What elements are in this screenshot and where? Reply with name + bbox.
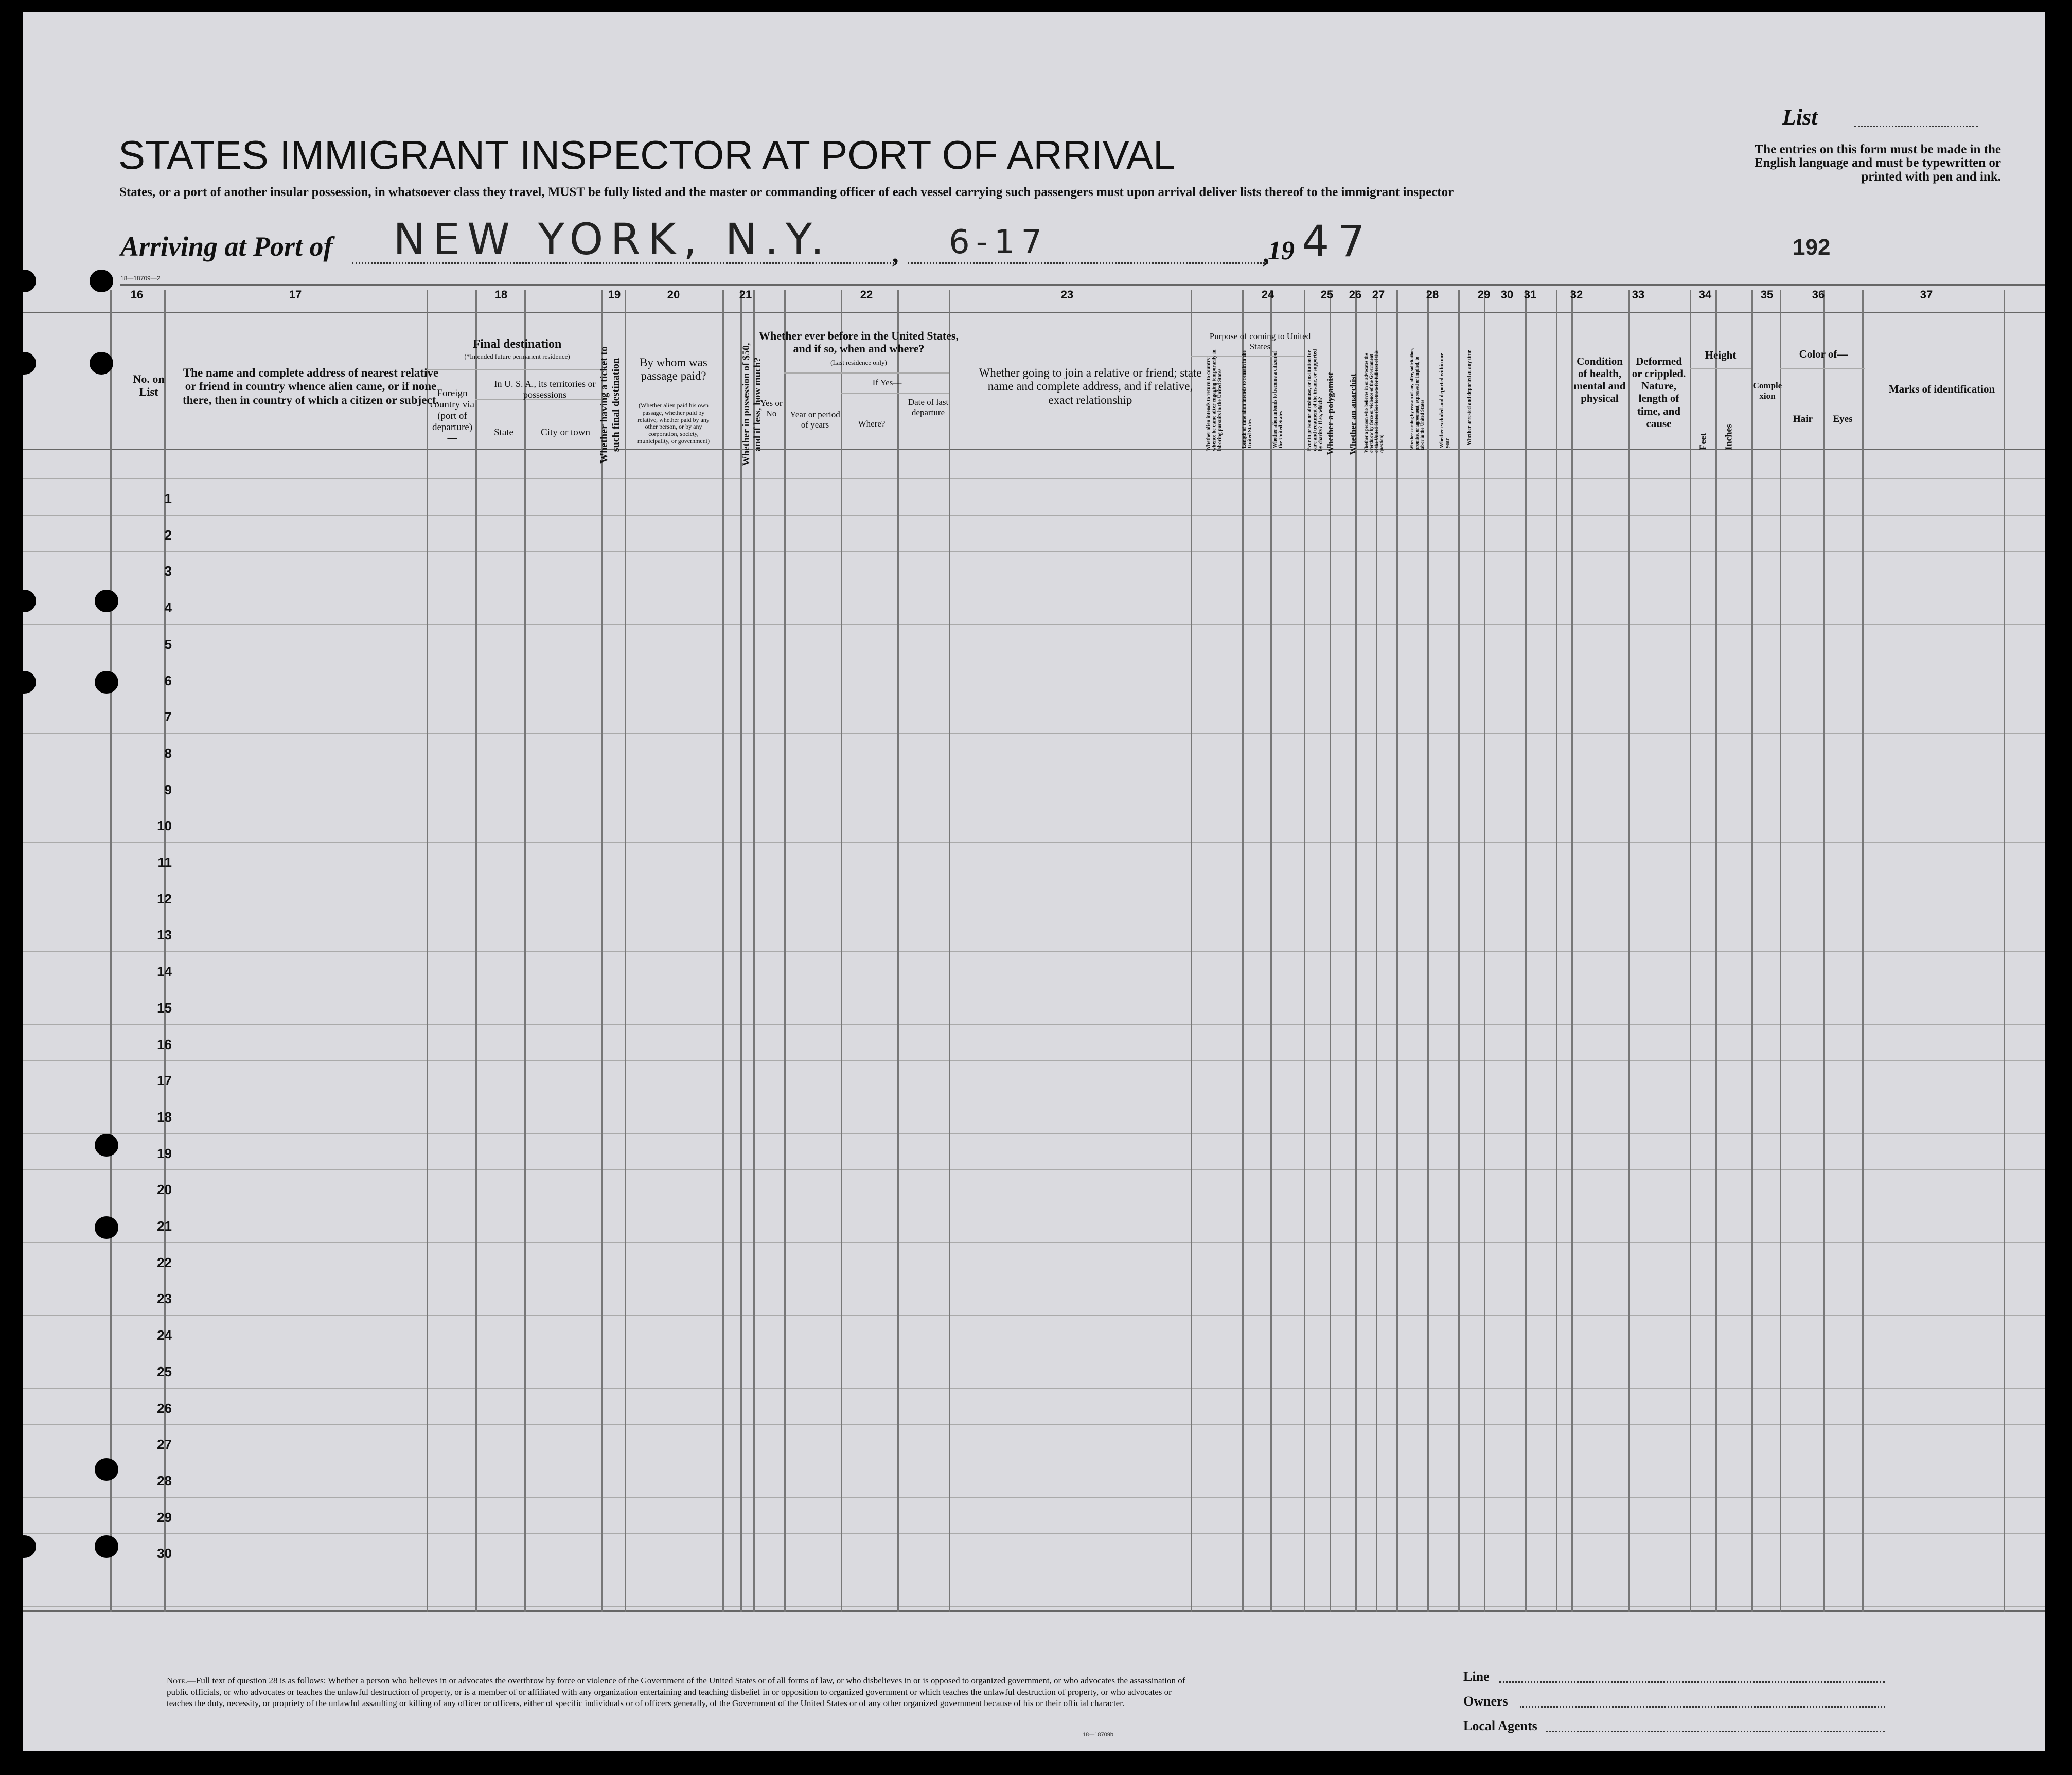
port-of-arrival-value[interactable]: NEW YORK, N.Y.	[393, 214, 831, 264]
header-excluded: Whether excluded and deported within one year	[1439, 353, 1450, 448]
row-number: 30	[157, 1546, 172, 1561]
row-number: 14	[157, 964, 172, 979]
column-rule	[524, 290, 526, 1612]
row-number: 2	[164, 527, 172, 543]
row-number: 22	[157, 1255, 172, 1270]
column-number: 24	[1261, 288, 1274, 301]
column-number: 29	[1477, 288, 1491, 301]
column-number: 32	[1570, 288, 1583, 301]
column-rule	[475, 290, 477, 1612]
row-number: 16	[157, 1037, 172, 1052]
row-number: 15	[157, 1000, 172, 1016]
row-number: 25	[157, 1364, 172, 1379]
punch-hole	[95, 671, 118, 694]
arriving-label: Arriving at Port of	[120, 231, 333, 262]
row-rule	[23, 515, 2045, 516]
header-eyes: Eyes	[1833, 414, 1853, 424]
subrule-color	[1780, 368, 1865, 369]
row-number: 26	[157, 1400, 172, 1416]
row-number: 5	[164, 636, 172, 652]
header-labor-offer: Whether coming by reason of any offer, solicitation, promise, or agreement, expressed or implied, to labor in the United States	[1409, 348, 1425, 450]
column-rule	[1823, 290, 1825, 1612]
column-rule	[601, 290, 603, 1612]
column-number: 20	[667, 288, 680, 301]
rule-table-bottom	[23, 1610, 2045, 1612]
row-rule	[23, 1315, 2045, 1316]
column-rule	[841, 290, 842, 1612]
column-number: 21	[739, 288, 752, 301]
column-rule	[1751, 290, 1753, 1612]
row-number: 29	[157, 1510, 172, 1525]
row-number: 13	[157, 927, 172, 943]
row-number: 12	[157, 891, 172, 907]
column-rule	[1484, 290, 1485, 1612]
header-join-relative: Whether going to join a relative or friend; state name and complete address, and if relative, exact relationship	[979, 366, 1202, 406]
column-rule	[1355, 290, 1357, 1612]
column-number: 25	[1320, 288, 1334, 301]
header-passage-paid: By whom was passage paid?	[640, 356, 707, 383]
header-final-destination-sub: (*Intended future permanent residence)	[464, 352, 570, 360]
header-purpose: Purpose of coming to United States	[1209, 331, 1311, 351]
header-yes-or-no: Yes or No	[760, 398, 783, 418]
header-years: Year or period of years	[790, 410, 840, 430]
header-anarchist: Whether an anarchist	[1348, 373, 1358, 455]
column-number: 18	[494, 288, 508, 301]
year-handwritten-value[interactable]: 47	[1302, 216, 1373, 267]
row-rule	[23, 1533, 2045, 1534]
row-number: 20	[157, 1182, 172, 1197]
column-rule	[753, 290, 755, 1612]
subrule-ever	[784, 372, 949, 374]
column-rule	[1556, 290, 1557, 1612]
column-rule	[625, 290, 626, 1612]
column-number: 31	[1524, 288, 1537, 301]
row-number: 9	[164, 782, 172, 797]
column-number: 30	[1500, 288, 1514, 301]
row-number: 11	[157, 855, 172, 870]
column-rule	[110, 290, 112, 1612]
local-agents-label: Local Agents	[1463, 1718, 1537, 1733]
column-rule	[740, 290, 742, 1612]
column-rule	[1330, 290, 1331, 1612]
footnote-text: —Full text of question 28 is as follows: Whether a person who believes in or advocates the overthrow by force or violence of the Government of the United States or of all forms of law, or who disbelieves in or is opposed to organized government, or who advocates the assassination of public officials, or who advocates or teaches the unlawful destruction of property, or is a member of or affiliated with any organization entertaining and teaching disbelief in or opposition to organized government or which teaches the unlawful destruction of property, or who advocates or teaches the duty, necessity, or propriety of the unlawful assaulting or killing of any officer or officers, either of specific individuals or of officers generally, of the Government of the United States or of any other organized government because of his or their official character.	[167, 1676, 1185, 1709]
row-number: 27	[157, 1436, 172, 1452]
row-number: 18	[157, 1109, 172, 1125]
rule-header-top	[23, 312, 2045, 313]
punch-hole	[95, 1535, 118, 1558]
header-complexion: Complexion	[1752, 381, 1782, 401]
column-number: 27	[1372, 288, 1385, 301]
row-number: 28	[157, 1473, 172, 1488]
page-title: STATES IMMIGRANT INSPECTOR AT PORT OF ARRIVAL	[118, 132, 1176, 177]
header-marks-identification: Marks of identification	[1888, 383, 1995, 395]
header-final-destination: Final destination	[472, 338, 562, 351]
column-number: 23	[1060, 288, 1074, 301]
header-if-yes: If Yes—	[872, 378, 902, 387]
column-rule	[1427, 290, 1429, 1612]
column-number: 36	[1812, 288, 1825, 301]
column-rule	[1571, 290, 1573, 1612]
row-number: 8	[164, 745, 172, 761]
comma-mark: ,	[892, 239, 899, 268]
row-rule	[23, 478, 2045, 479]
row-rule	[23, 551, 2045, 552]
row-number: 7	[164, 709, 172, 724]
header-ticket: Whether having a ticket to such final destination	[598, 346, 622, 464]
form-sheet	[23, 12, 2045, 1751]
row-number: 4	[164, 600, 172, 615]
column-rule	[784, 290, 786, 1612]
column-rule	[1304, 290, 1305, 1612]
punch-hole	[95, 1216, 118, 1239]
header-arrested: Whether arrested and deported at any time	[1466, 350, 1473, 446]
row-rule	[23, 624, 2045, 625]
column-number: 19	[608, 288, 621, 301]
header-length-of-stay: Length of time alien intends to remain in the United States	[1242, 350, 1253, 448]
row-number: 19	[157, 1146, 172, 1161]
footnote	[167, 1675, 1196, 1709]
form-notice: The entries on this form must be made in the English language and must be typewritten or printed with pen and ink.	[1754, 143, 2001, 184]
column-number: 35	[1760, 288, 1774, 301]
header-health: Condition of health, mental and physical	[1573, 355, 1626, 405]
column-rule	[897, 290, 899, 1612]
column-rule	[1396, 290, 1398, 1612]
row-rule	[23, 1242, 2045, 1243]
row-number: 3	[164, 563, 172, 579]
list-label: List	[1782, 104, 1818, 130]
line-label: Line	[1463, 1669, 1490, 1684]
subrule-ifyes	[841, 393, 949, 394]
row-number: 17	[157, 1073, 172, 1088]
punch-hole	[95, 1134, 118, 1157]
column-rule	[1525, 290, 1527, 1612]
header-feet: Feet	[1697, 433, 1708, 450]
header-height: Height	[1705, 349, 1737, 361]
row-number: 23	[157, 1291, 172, 1306]
column-rule	[427, 290, 428, 1612]
column-number: 33	[1632, 288, 1645, 301]
subrule-destination	[427, 369, 601, 370]
header-become-citizen: Whether alien intends to become a citizen of the United States	[1272, 351, 1284, 448]
header-polygamist: Whether a polygamist	[1325, 372, 1335, 455]
row-rule	[23, 1497, 2045, 1498]
column-number: 17	[289, 288, 302, 301]
page-subtitle: States, or a port of another insular possession, in whatsoever class they travel, MUST be fully listed and the master or commanding officer of each vessel carrying such passengers must upon arrival deliver lists thereof to the immigrant inspector	[119, 185, 1454, 199]
header-color-of: Color of—	[1799, 348, 1848, 360]
row-rule	[23, 1024, 2045, 1025]
owners-field[interactable]	[1520, 1706, 1885, 1708]
column-rule	[1458, 290, 1460, 1612]
column-rule	[1270, 290, 1272, 1612]
header-date-last-departure: Date of last departure	[908, 397, 949, 417]
year-suffix: 192	[1793, 235, 1831, 260]
column-rule	[1862, 290, 1864, 1612]
punch-hole	[95, 590, 118, 612]
arrival-date-value[interactable]: 6-17	[949, 223, 1049, 261]
column-rule	[1690, 290, 1691, 1612]
row-rule	[23, 1060, 2045, 1061]
row-rule	[23, 1424, 2045, 1425]
column-number: 16	[130, 288, 144, 301]
header-deformed: Deformed or crippled. Nature, length of time, and cause	[1632, 355, 1686, 430]
header-where: Where?	[858, 419, 886, 429]
footnote-label: Note.	[167, 1676, 187, 1685]
header-nearest-relative: The name and complete address of nearest relative or friend in country whence alien came, or if none there, then in country of which a citizen or subject.	[182, 366, 439, 406]
column-rule	[949, 290, 950, 1612]
column-rule	[1376, 290, 1377, 1612]
punch-hole	[95, 1458, 118, 1481]
column-number: 28	[1426, 288, 1439, 301]
year-printed: 19	[1268, 236, 1295, 265]
comma-mark-2: ,	[1263, 239, 1269, 268]
header-passage-paid-sub: (Whether alien paid his own passage, whether paid by relative, whether paid by any other person, or by any corporation, society, municipality, or government)	[637, 402, 710, 445]
column-rule	[1628, 290, 1630, 1612]
column-number: 37	[1920, 288, 1933, 301]
row-rule	[23, 733, 2045, 734]
row-number: 21	[157, 1218, 172, 1234]
column-number: 22	[860, 288, 873, 301]
column-rule	[1191, 290, 1192, 1612]
column-rule	[1242, 290, 1244, 1612]
header-ever-before-sub: (Last residence only)	[830, 359, 887, 366]
header-ever-before-us: Whether ever before in the United States, and if so, when and where?	[759, 329, 959, 356]
header-city-or-town: City or town	[540, 427, 591, 438]
rule-header-bottom	[23, 449, 2045, 450]
header-state: State	[494, 427, 513, 438]
column-number: 34	[1698, 288, 1712, 301]
footer-form-code: 18—18709b	[1083, 1732, 1113, 1738]
column-rule	[722, 290, 724, 1612]
row-rule	[23, 1169, 2045, 1170]
line-field[interactable]	[1499, 1681, 1885, 1683]
header-hair: Hair	[1793, 414, 1813, 424]
punch-hole	[90, 352, 113, 375]
owners-label: Owners	[1463, 1694, 1508, 1709]
header-overthrow: Whether a person who believes in or advocates the overthrow by force or violence of the Government of the United States (See footnote for full text of this question)	[1363, 350, 1384, 453]
row-number: 6	[164, 673, 172, 688]
form-code: 18—18709—2	[120, 275, 161, 282]
local-agents-field[interactable]	[1546, 1731, 1885, 1732]
punch-hole	[90, 270, 113, 292]
header-return-intent: Whether alien intends to return to country whence he came after engaging temporarily in laboring pursuits in the United States	[1206, 349, 1223, 451]
column-rule	[2004, 290, 2005, 1612]
header-foreign-country: Foreign country via (port of departure)—	[430, 388, 474, 444]
row-rule	[23, 1388, 2045, 1389]
row-number: 24	[157, 1327, 172, 1343]
header-no-on-list: No. on List	[133, 372, 165, 399]
row-number: 10	[157, 818, 172, 833]
column-number: 26	[1349, 288, 1362, 301]
row-rule	[23, 842, 2045, 843]
header-inches: Inches	[1723, 424, 1734, 450]
manifest-table	[23, 12, 2045, 1751]
subrule-height	[1690, 368, 1751, 369]
row-rule	[23, 951, 2045, 952]
header-fifty-dollars: Whether in possession of $50, and if less, how much?	[741, 343, 763, 466]
header-in-usa: In U. S. A., its territories or possessions	[494, 379, 596, 400]
column-rule	[1715, 290, 1717, 1612]
row-rule	[23, 1133, 2045, 1134]
row-number: 1	[164, 491, 172, 506]
rule-top	[120, 284, 2045, 286]
row-rule	[23, 1606, 2045, 1607]
header-prison: Ever in prison or almshouse, or institution for care and treatment of the insane, or supported by charity? If so, which?	[1306, 349, 1324, 451]
column-rule	[1780, 290, 1781, 1612]
